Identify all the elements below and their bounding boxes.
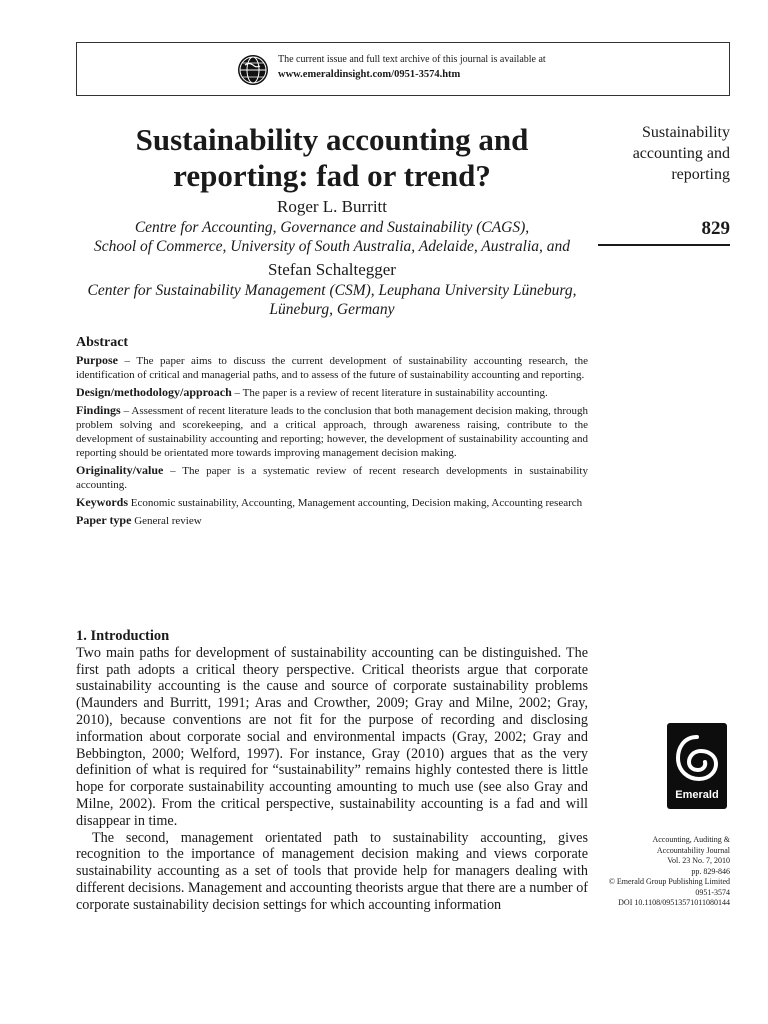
purpose-text: – The paper aims to discuss the current development of sustainability accounting research, the identification of critical and managerial paths, and to assess of the future of sustainability accounting and reporting.: [76, 355, 588, 381]
originality-text: – The paper is a systematic review of recent research developments in sustainability accounting.: [76, 465, 588, 491]
keywords-label: Keywords: [76, 495, 128, 509]
journal-info-line: Accounting, Auditing &: [652, 835, 730, 844]
journal-info-line: Accountability Journal: [656, 845, 730, 855]
banner-url: www.emeraldinsight.com/0951-3574.htm: [278, 69, 461, 80]
papertype-text: General review: [131, 515, 202, 527]
body-paragraph: Two main paths for development of sustainability accounting can be distinguished. The first path adopts a critical theory perspective. Critical theorists argue that corporate sustainability accounting is the cause and source of corporate sustainability problems (Maunders and Burritt, 1991; Aras and Crowther, 2009; Gray and Milne, 2002; Gray, 2010), because conventions are not fit for the purpose of recording and disclosing information about corporate social and environmental impacts (Gray, 2002; Gray and Bebbington, 2000; Welford, 1997). For instance, Gray (2010) argues that as the very definition of what is required for “sustainability” remains highly contested there is little hope for corporate sustainability accounting amounting to much use (see also Gray and Milne, 2002). From the critical perspective, sustainability accounting is a fad and will disappear in time.: [76, 644, 588, 829]
originality-label: Originality/value: [76, 463, 164, 477]
journal-info-line: 0951-3574: [695, 887, 730, 897]
journal-info-line: © Emerald Group Publishing Limited: [608, 877, 730, 886]
running-head-line: Sustainability: [642, 124, 730, 141]
purpose-label: Purpose: [76, 353, 118, 367]
affiliation-line: Centre for Accounting, Governance and Sustainability (CAGS),: [134, 219, 530, 236]
design-label: Design/methodology/approach: [76, 385, 232, 399]
affiliation-line: School of Commerce, University of South Australia, Adelaide, Australia, and: [93, 238, 571, 255]
abstract-originality: [76, 463, 588, 492]
divider: [598, 244, 730, 246]
abstract-design: [76, 385, 588, 400]
journal-info-line: pp. 829-846: [691, 866, 730, 876]
author-name: Roger L. Burritt: [276, 197, 387, 216]
affiliation-line: Lüneburg, Germany: [269, 301, 395, 318]
abstract: [76, 336, 588, 531]
design-text: – The paper is a review of recent literature in sustainability accounting.: [231, 387, 548, 399]
abstract-papertype: [76, 513, 588, 528]
journal-info: [580, 835, 730, 909]
abstract-findings: [76, 403, 588, 460]
author-affiliation: [76, 281, 588, 319]
introduction-section: [76, 628, 588, 914]
abstract-heading: Abstract: [76, 335, 129, 350]
findings-text: – Assessment of recent literature leads to the conclusion that both management decision making, through problem solving and scorekeeping, and a critical approach, through awareness raising, contribute to the development of sustainability accounting and reporting; however, the development of sustainability accounting and reporting should be orientated more towards improving management decision making.: [76, 405, 588, 459]
journal-info-line: Vol. 23 No. 7, 2010: [667, 856, 730, 865]
running-head-line: accounting and: [632, 145, 730, 162]
running-head-line: reporting: [671, 166, 730, 183]
body-paragraph: The second, management orientated path to sustainability accounting, gives recognition to the importance of management decision making and views corporate sustainability accounting as a set of tools that provide help for managers dealing with different decisions. Management and accounting theorists argue that there are a number of corporate sustainability decision settings for which accounting information: [76, 829, 589, 913]
papertype-label: Paper type: [76, 513, 132, 527]
page-number: 829: [701, 218, 730, 239]
keywords-text: Economic sustainability, Accounting, Management accounting, Decision making, Accounting research: [128, 497, 583, 509]
paper-title: [76, 122, 588, 194]
affiliation-line: Center for Sustainability Management (CSM), Leuphana University Lüneburg,: [87, 282, 577, 299]
title-line: reporting: fad or trend?: [173, 158, 491, 193]
author-affiliation: [76, 218, 588, 256]
author-name: Stefan Schaltegger: [268, 260, 396, 279]
emerald-swirl-icon: [673, 731, 721, 785]
findings-label: Findings: [76, 403, 121, 417]
emerald-logo: [667, 723, 727, 809]
title-line: Sustainability accounting and: [135, 122, 529, 157]
section-heading: 1. Introduction: [76, 628, 170, 644]
running-head: [598, 122, 730, 185]
abstract-purpose: [76, 353, 588, 382]
abstract-keywords: [76, 495, 588, 510]
banner-text: The current issue and full text archive of this journal is available at: [278, 54, 546, 65]
globe-icon: [237, 54, 269, 86]
journal-info-line: DOI 10.1108/09513571011080144: [618, 898, 730, 907]
journal-banner: [76, 42, 730, 96]
logo-text: Emerald: [675, 789, 719, 801]
